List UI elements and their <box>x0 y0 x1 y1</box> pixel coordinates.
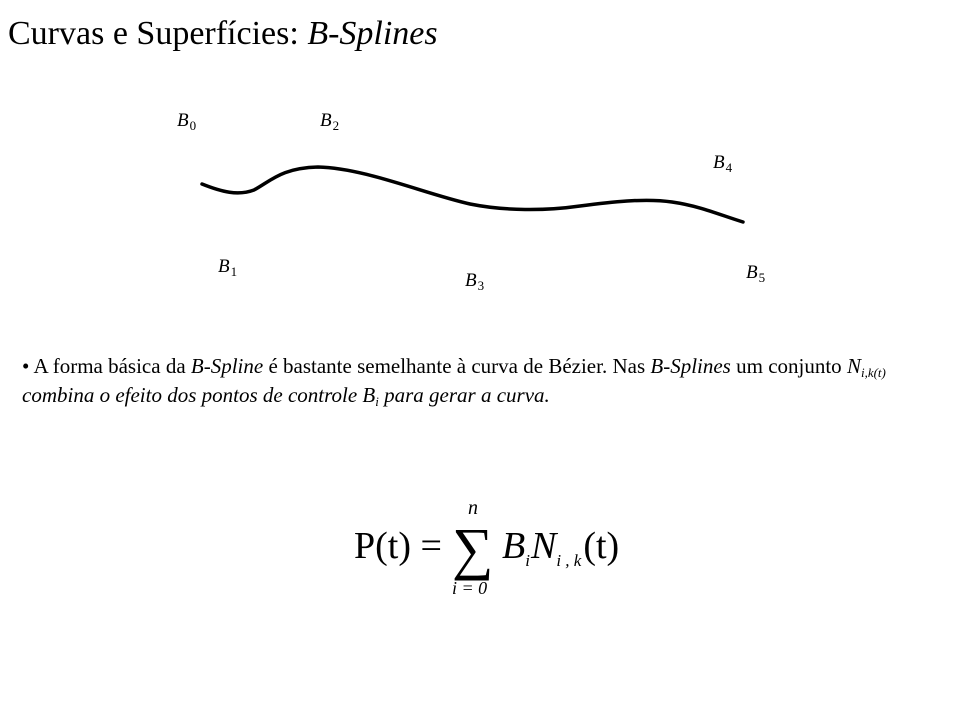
paragraph-term-bspline: B-Spline <box>190 354 264 378</box>
formula-lower-limit: i = 0 <box>452 578 488 598</box>
description-paragraph <box>22 352 942 410</box>
paragraph-text-5: para gerar a curva. <box>378 383 550 407</box>
bspline-curve-figure <box>0 0 960 320</box>
control-point-label-b3: $B_3$ <box>465 270 485 293</box>
control-point-label-b1: $B_1$ <box>218 256 238 279</box>
control-point-label-b0: $B_0$ <box>177 110 197 133</box>
control-point-label-b4: $B_4$ <box>713 152 733 175</box>
bspline-curve <box>202 167 743 222</box>
paragraph-text-4: combina o efeito dos pontos de controle <box>22 383 363 407</box>
title-italic-text: B-Splines <box>307 15 438 52</box>
paragraph-term-bsplines: B-Splines <box>650 354 731 378</box>
formula-term: $B_iN_{i , k}(t)$ <box>502 525 620 570</box>
formula-upper-limit: n <box>468 497 478 519</box>
formula-lhs: P(t) = <box>354 525 442 567</box>
formula-sum-symbol: ∑ <box>452 516 494 581</box>
control-point-label-b2: $B_2$ <box>320 110 340 133</box>
control-point-symbol: $B_i$ <box>362 383 379 409</box>
bullet: • <box>22 354 30 378</box>
basis-function-symbol: $N_{i,k(t)}$ <box>846 354 886 380</box>
paragraph-text-1: A forma básica da <box>29 354 191 378</box>
paragraph-text-3: um conjunto <box>730 354 847 378</box>
paragraph-text-2: é bastante semelhante à curva de Bézier. Nas <box>263 354 651 378</box>
title-text: Curvas e Superfícies: <box>8 15 308 52</box>
bspline-formula <box>340 490 640 600</box>
control-point-label-b5: $B_5$ <box>746 262 766 285</box>
